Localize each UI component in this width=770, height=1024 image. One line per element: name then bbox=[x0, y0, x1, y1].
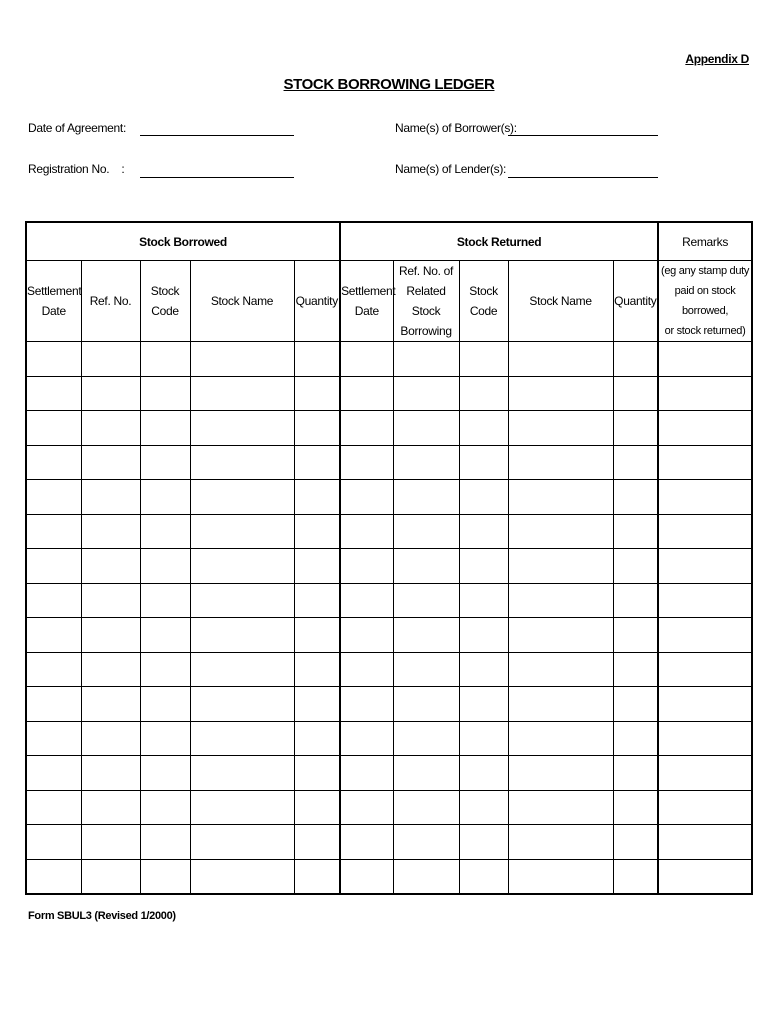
table-cell[interactable] bbox=[81, 411, 140, 446]
column-header-line: Code bbox=[469, 304, 498, 318]
table-cell[interactable] bbox=[81, 480, 140, 515]
table-cell[interactable] bbox=[294, 825, 340, 860]
table-cell[interactable] bbox=[508, 376, 613, 411]
column-header-line: Stock Name bbox=[529, 294, 592, 308]
table-cell[interactable] bbox=[508, 342, 613, 377]
table-cell[interactable] bbox=[508, 514, 613, 549]
table-cell[interactable] bbox=[190, 480, 294, 515]
table-cell[interactable] bbox=[459, 721, 508, 756]
table-cell[interactable] bbox=[294, 721, 340, 756]
table-row bbox=[26, 825, 752, 860]
date-of-agreement-field[interactable] bbox=[140, 135, 294, 136]
table-cell[interactable] bbox=[190, 549, 294, 584]
table-cell[interactable] bbox=[459, 825, 508, 860]
table-cell[interactable] bbox=[26, 583, 81, 618]
table-cell[interactable] bbox=[190, 790, 294, 825]
table-cell[interactable] bbox=[508, 790, 613, 825]
table-cell[interactable] bbox=[508, 825, 613, 860]
table-cell[interactable] bbox=[26, 549, 81, 584]
table-cell[interactable] bbox=[81, 756, 140, 791]
table-cell[interactable] bbox=[26, 825, 81, 860]
column-header-line: Borrowing bbox=[400, 324, 452, 338]
column-header-line: Quantity bbox=[614, 294, 657, 308]
table-cell[interactable] bbox=[459, 618, 508, 653]
table-cell[interactable] bbox=[26, 652, 81, 687]
table-cell[interactable] bbox=[294, 652, 340, 687]
table-cell[interactable] bbox=[190, 687, 294, 722]
table-cell[interactable] bbox=[393, 790, 459, 825]
table-cell[interactable] bbox=[81, 790, 140, 825]
borrowers-field[interactable] bbox=[508, 135, 658, 136]
table-cell[interactable] bbox=[81, 825, 140, 860]
table-cell[interactable] bbox=[658, 618, 752, 653]
table-cell[interactable] bbox=[26, 445, 81, 480]
table-cell[interactable] bbox=[658, 721, 752, 756]
table-cell[interactable] bbox=[613, 549, 658, 584]
table-cell[interactable] bbox=[26, 342, 81, 377]
table-cell[interactable] bbox=[140, 756, 190, 791]
quantity-returned-header bbox=[613, 261, 658, 342]
table-cell[interactable] bbox=[340, 756, 393, 791]
column-header-line: Stock bbox=[469, 284, 498, 298]
table-cell[interactable] bbox=[613, 376, 658, 411]
table-cell[interactable] bbox=[294, 859, 340, 894]
table-cell[interactable] bbox=[81, 687, 140, 722]
stock-code-borrowed-header bbox=[140, 261, 190, 342]
table-cell[interactable] bbox=[613, 687, 658, 722]
table-cell[interactable] bbox=[190, 342, 294, 377]
table-cell[interactable] bbox=[294, 480, 340, 515]
borrowers-label: Name(s) of Borrower(s): bbox=[395, 121, 517, 135]
table-cell[interactable] bbox=[508, 583, 613, 618]
table-cell[interactable] bbox=[81, 583, 140, 618]
table-cell[interactable] bbox=[658, 514, 752, 549]
table-cell[interactable] bbox=[340, 549, 393, 584]
column-header-line: Ref. No. bbox=[89, 294, 132, 308]
table-cell[interactable] bbox=[81, 549, 140, 584]
table-cell[interactable] bbox=[81, 445, 140, 480]
stock-code-returned-header bbox=[459, 261, 508, 342]
table-cell[interactable] bbox=[508, 721, 613, 756]
table-cell[interactable] bbox=[340, 652, 393, 687]
stock-borrowed-header: Stock Borrowed bbox=[26, 222, 340, 261]
table-cell[interactable] bbox=[340, 445, 393, 480]
remarks-header: Remarks bbox=[658, 222, 752, 261]
table-cell[interactable] bbox=[26, 618, 81, 653]
table-cell[interactable] bbox=[340, 376, 393, 411]
date-of-agreement-label: Date of Agreement: bbox=[28, 121, 126, 135]
table-cell[interactable] bbox=[190, 825, 294, 860]
table-cell[interactable] bbox=[190, 445, 294, 480]
table-cell[interactable] bbox=[190, 721, 294, 756]
registration-no-field[interactable] bbox=[140, 177, 294, 178]
table-cell[interactable] bbox=[190, 514, 294, 549]
table-cell[interactable] bbox=[140, 652, 190, 687]
table-cell[interactable] bbox=[459, 549, 508, 584]
table-cell[interactable] bbox=[294, 618, 340, 653]
quantity-borrowed-header bbox=[294, 261, 340, 342]
table-cell[interactable] bbox=[340, 583, 393, 618]
column-header-line: Code bbox=[151, 304, 179, 318]
table-cell[interactable] bbox=[613, 790, 658, 825]
table-row bbox=[26, 756, 752, 791]
table-cell[interactable] bbox=[393, 480, 459, 515]
table-cell[interactable] bbox=[81, 618, 140, 653]
table-row bbox=[26, 583, 752, 618]
table-cell[interactable] bbox=[393, 859, 459, 894]
table-cell[interactable] bbox=[613, 859, 658, 894]
table-cell[interactable] bbox=[613, 756, 658, 791]
settlement-date-returned-header bbox=[340, 261, 396, 342]
table-cell[interactable] bbox=[393, 376, 459, 411]
table-cell[interactable] bbox=[459, 756, 508, 791]
column-header-line: Date bbox=[41, 304, 66, 318]
stock-name-returned-header bbox=[508, 261, 613, 342]
table-cell[interactable] bbox=[393, 411, 459, 446]
column-header-line: Related Stock bbox=[406, 284, 446, 318]
table-cell[interactable] bbox=[613, 480, 658, 515]
table-cell[interactable] bbox=[613, 514, 658, 549]
table-cell[interactable] bbox=[613, 721, 658, 756]
table-cell[interactable] bbox=[140, 514, 190, 549]
table-cell[interactable] bbox=[658, 652, 752, 687]
table-cell[interactable] bbox=[340, 411, 393, 446]
remarks-note-header bbox=[658, 261, 752, 342]
table-cell[interactable] bbox=[613, 342, 658, 377]
column-header-line: Settlement bbox=[341, 284, 396, 298]
table-cell[interactable] bbox=[26, 480, 81, 515]
table-cell[interactable] bbox=[658, 790, 752, 825]
table-cell[interactable] bbox=[459, 376, 508, 411]
table-cell[interactable] bbox=[613, 583, 658, 618]
table-cell[interactable] bbox=[508, 618, 613, 653]
table-cell[interactable] bbox=[294, 376, 340, 411]
table-cell[interactable] bbox=[26, 376, 81, 411]
column-header-line: Settlement bbox=[27, 284, 82, 298]
table-cell[interactable] bbox=[658, 376, 752, 411]
stock-name-borrowed-header bbox=[190, 261, 294, 342]
table-cell[interactable] bbox=[81, 342, 140, 377]
table-cell[interactable] bbox=[393, 618, 459, 653]
table-cell[interactable] bbox=[393, 583, 459, 618]
table-cell[interactable] bbox=[294, 687, 340, 722]
table-cell[interactable] bbox=[393, 825, 459, 860]
table-cell[interactable] bbox=[140, 376, 190, 411]
table-cell[interactable] bbox=[393, 687, 459, 722]
table-cell[interactable] bbox=[508, 411, 613, 446]
table-cell[interactable] bbox=[81, 376, 140, 411]
table-cell[interactable] bbox=[393, 721, 459, 756]
table-cell[interactable] bbox=[508, 652, 613, 687]
table-cell[interactable] bbox=[459, 480, 508, 515]
table-cell[interactable] bbox=[393, 445, 459, 480]
table-cell[interactable] bbox=[508, 687, 613, 722]
column-header-line: Quantity bbox=[295, 294, 338, 308]
column-header-line: Date bbox=[354, 304, 379, 318]
column-header-line: Stock Name bbox=[210, 294, 274, 308]
column-header-line: or stock returned) bbox=[664, 325, 746, 337]
table-cell[interactable] bbox=[508, 480, 613, 515]
column-header-line: Stock bbox=[150, 284, 180, 298]
form-id: Form SBUL3 (Revised 1/2000) bbox=[28, 910, 176, 922]
table-row bbox=[26, 514, 752, 549]
table-cell[interactable] bbox=[190, 859, 294, 894]
table-cell[interactable] bbox=[393, 756, 459, 791]
table-cell[interactable] bbox=[613, 825, 658, 860]
table-cell[interactable] bbox=[190, 583, 294, 618]
table-cell[interactable] bbox=[140, 549, 190, 584]
appendix-label: Appendix D bbox=[685, 52, 749, 66]
table-cell[interactable] bbox=[393, 342, 459, 377]
table-cell[interactable] bbox=[658, 342, 752, 377]
table-cell[interactable] bbox=[140, 687, 190, 722]
table-cell[interactable] bbox=[340, 825, 393, 860]
stock-returned-header: Stock Returned bbox=[340, 222, 658, 261]
table-cell[interactable] bbox=[658, 445, 752, 480]
table-cell[interactable] bbox=[613, 445, 658, 480]
table-cell[interactable] bbox=[81, 514, 140, 549]
table-cell[interactable] bbox=[140, 445, 190, 480]
table-cell[interactable] bbox=[26, 721, 81, 756]
table-cell[interactable] bbox=[393, 514, 459, 549]
table-cell[interactable] bbox=[613, 652, 658, 687]
table-cell[interactable] bbox=[340, 687, 393, 722]
table-row bbox=[26, 342, 752, 377]
table-cell[interactable] bbox=[613, 411, 658, 446]
table-row bbox=[26, 790, 752, 825]
table-cell[interactable] bbox=[140, 790, 190, 825]
table-row bbox=[26, 618, 752, 653]
table-row bbox=[26, 859, 752, 894]
table-cell[interactable] bbox=[190, 411, 294, 446]
table-cell[interactable] bbox=[508, 549, 613, 584]
table-cell[interactable] bbox=[658, 687, 752, 722]
registration-no-label: Registration No. : bbox=[28, 162, 125, 176]
table-row bbox=[26, 549, 752, 584]
table-cell[interactable] bbox=[340, 790, 393, 825]
page-title: STOCK BORROWING LEDGER bbox=[283, 76, 495, 93]
table-cell[interactable] bbox=[459, 652, 508, 687]
column-header-line: Ref. No. of bbox=[399, 264, 454, 278]
table-cell[interactable] bbox=[190, 756, 294, 791]
settlement-date-borrowed-header bbox=[26, 261, 81, 342]
table-row bbox=[26, 376, 752, 411]
table-cell[interactable] bbox=[459, 687, 508, 722]
table-cell[interactable] bbox=[658, 480, 752, 515]
table-cell[interactable] bbox=[294, 514, 340, 549]
table-cell[interactable] bbox=[508, 445, 613, 480]
table-cell[interactable] bbox=[81, 859, 140, 894]
table-cell[interactable] bbox=[459, 342, 508, 377]
table-cell[interactable] bbox=[393, 549, 459, 584]
table-cell[interactable] bbox=[340, 342, 393, 377]
table-cell[interactable] bbox=[658, 583, 752, 618]
table-cell[interactable] bbox=[140, 825, 190, 860]
table-cell[interactable] bbox=[140, 583, 190, 618]
ref-no-header bbox=[81, 261, 140, 342]
table-cell[interactable] bbox=[294, 411, 340, 446]
table-cell[interactable] bbox=[294, 549, 340, 584]
table-cell[interactable] bbox=[140, 411, 190, 446]
table-cell[interactable] bbox=[459, 790, 508, 825]
table-cell[interactable] bbox=[26, 790, 81, 825]
table-cell[interactable] bbox=[294, 790, 340, 825]
lenders-field[interactable] bbox=[508, 177, 658, 178]
table-row bbox=[26, 652, 752, 687]
table-cell[interactable] bbox=[459, 411, 508, 446]
table-cell[interactable] bbox=[658, 825, 752, 860]
lenders-label: Name(s) of Lender(s): bbox=[395, 162, 507, 176]
table-cell[interactable] bbox=[658, 549, 752, 584]
table-cell[interactable] bbox=[140, 342, 190, 377]
table-cell[interactable] bbox=[459, 445, 508, 480]
column-header-line: (eg any stamp duty bbox=[660, 265, 750, 277]
table-cell[interactable] bbox=[294, 756, 340, 791]
table-cell[interactable] bbox=[658, 859, 752, 894]
table-row bbox=[26, 687, 752, 722]
table-cell[interactable] bbox=[459, 583, 508, 618]
table-cell[interactable] bbox=[26, 859, 81, 894]
table-cell[interactable] bbox=[294, 342, 340, 377]
table-cell[interactable] bbox=[613, 618, 658, 653]
table-cell[interactable] bbox=[508, 756, 613, 791]
table-cell[interactable] bbox=[393, 652, 459, 687]
table-cell[interactable] bbox=[459, 859, 508, 894]
table-cell[interactable] bbox=[340, 514, 393, 549]
table-cell[interactable] bbox=[26, 514, 81, 549]
table-cell[interactable] bbox=[140, 859, 190, 894]
related-ref-no-header bbox=[393, 261, 459, 342]
table-cell[interactable] bbox=[140, 618, 190, 653]
table-cell[interactable] bbox=[294, 583, 340, 618]
table-row bbox=[26, 721, 752, 756]
table-cell[interactable] bbox=[340, 859, 393, 894]
table-row bbox=[26, 411, 752, 446]
column-header-line: paid on stock borrowed, bbox=[674, 285, 736, 317]
table-cell[interactable] bbox=[81, 652, 140, 687]
table-cell[interactable] bbox=[658, 411, 752, 446]
table-cell[interactable] bbox=[340, 618, 393, 653]
table-cell[interactable] bbox=[459, 514, 508, 549]
table-cell[interactable] bbox=[190, 376, 294, 411]
table-cell[interactable] bbox=[26, 687, 81, 722]
table-cell[interactable] bbox=[190, 618, 294, 653]
table-cell[interactable] bbox=[140, 721, 190, 756]
table-cell[interactable] bbox=[81, 721, 140, 756]
table-row bbox=[26, 445, 752, 480]
table-cell[interactable] bbox=[508, 859, 613, 894]
ledger-table bbox=[25, 221, 753, 895]
table-cell[interactable] bbox=[140, 480, 190, 515]
table-cell[interactable] bbox=[26, 411, 81, 446]
table-cell[interactable] bbox=[340, 480, 393, 515]
table-row bbox=[26, 480, 752, 515]
table-cell[interactable] bbox=[26, 756, 81, 791]
table-cell[interactable] bbox=[658, 756, 752, 791]
table-cell[interactable] bbox=[190, 652, 294, 687]
table-cell[interactable] bbox=[294, 445, 340, 480]
table-cell[interactable] bbox=[340, 721, 393, 756]
